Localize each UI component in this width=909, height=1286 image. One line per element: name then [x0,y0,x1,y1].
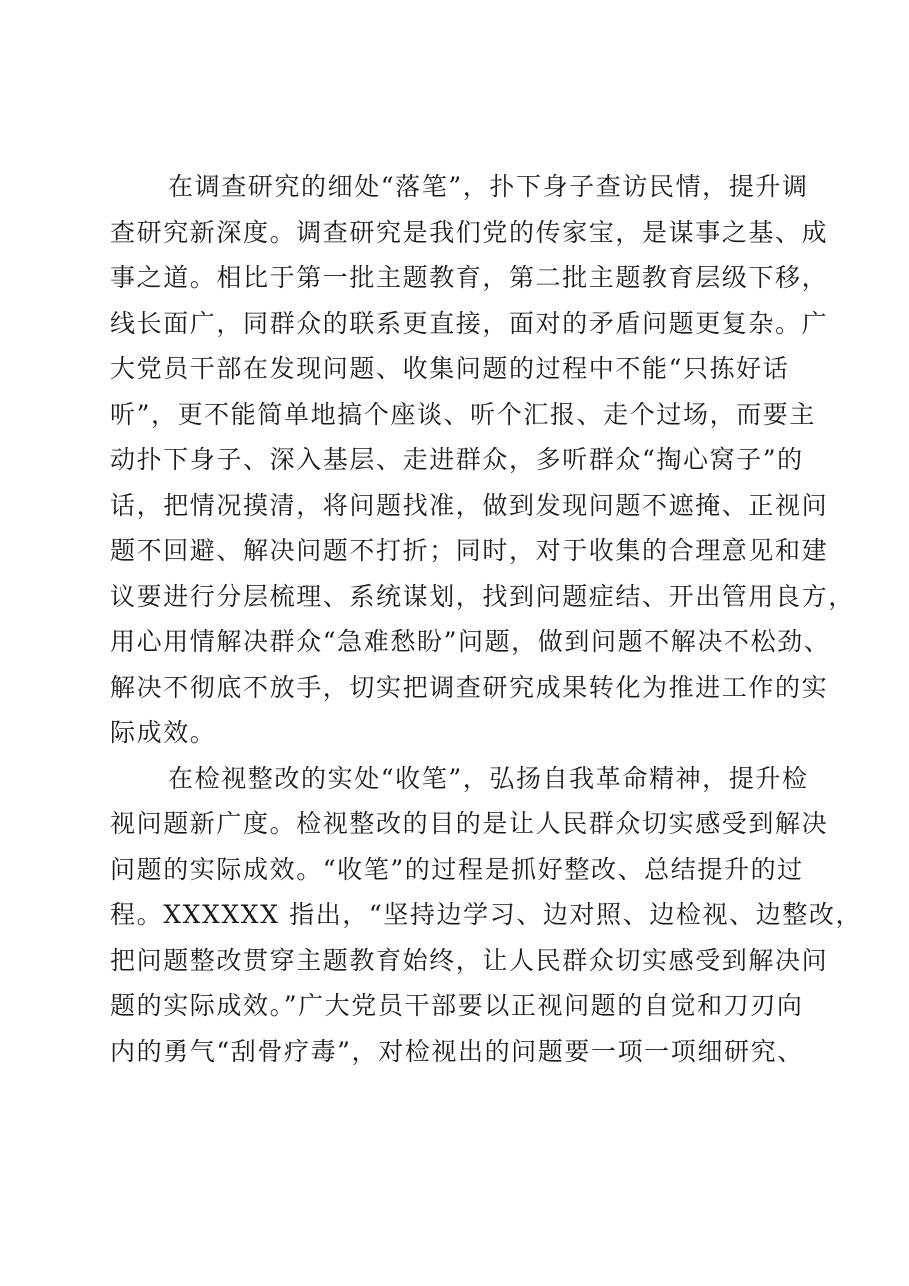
document-body [110,164,863,1074]
paragraph-1-line-13: 际成效。 [110,718,217,747]
paragraph-2-line-6: 题的实际成效。”广大党员干部要以正视问题的自觉和刀刃向 [110,991,804,1020]
paragraph-1-line-4: 线长面广，同群众的联系更直接，面对的矛盾问题更复杂。广 [110,308,829,338]
paragraph-2-line-2: 视问题新广度。检视整改的目的是让人民群众切实感受到解决 [110,809,829,838]
paragraph-1-line-9: 题不回避、解决问题不打折；同时，对于收集的合理意见和建 [110,536,829,565]
paragraph-1-line-8: 话，把情况摸清，将问题找准，做到发现问题不遮掩、正视问 [110,490,829,520]
paragraph-1-line-2: 查研究新深度。调查研究是我们党的传家宝，是谋事之基、成 [110,217,829,247]
paragraph-2-line-7: 内的勇气“刮骨疗毒”，对检视出的问题要一项一项细研究、 [110,1036,804,1066]
paragraph-1-line-7: 动扑下身子、深入基层、走进群众，多听群众“掏心窝子”的 [110,445,804,474]
paragraph-1-line-11: 用心用情解决群众“急难愁盼”问题，做到问题不解决不松劲、 [110,627,831,656]
paragraph-2-line-1: 在检视整改的实处“收笔”，弘扬自我革命精神，提升检 [168,763,809,793]
paragraph-2-line-5: 把问题整改贯穿主题教育始终，让人民群众切实感受到解决问 [110,945,829,975]
paragraph-1-line-12: 解决不彻底不放手，切实把调查研究成果转化为推进工作的实 [110,672,829,702]
paragraph-2-line-3: 问题的实际成效。“收笔”的过程是抓好整改、总结提升的过 [110,854,804,884]
paragraph-1-line-6: 听”，更不能简单地搞个座谈、听个汇报、走个过场，而要主 [110,399,816,429]
paragraph-1-line-1: 在调查研究的细处“落笔”，扑下身子查访民情，提升调 [168,172,809,201]
paragraph-2-line-4: 程。XXXXXX 指出，“坚持边学习、边对照、边检视、边整改， [110,900,863,929]
paragraph-1-line-10: 议要进行分层梳理、系统谋划，找到问题症结、开出管用良方， [110,581,855,611]
paragraph-1-line-5: 大党员干部在发现问题、收集问题的过程中不能“只拣好话 [110,354,790,383]
paragraph-1-line-3: 事之道。相比于第一批主题教育，第二批主题教育层级下移， [110,263,829,292]
